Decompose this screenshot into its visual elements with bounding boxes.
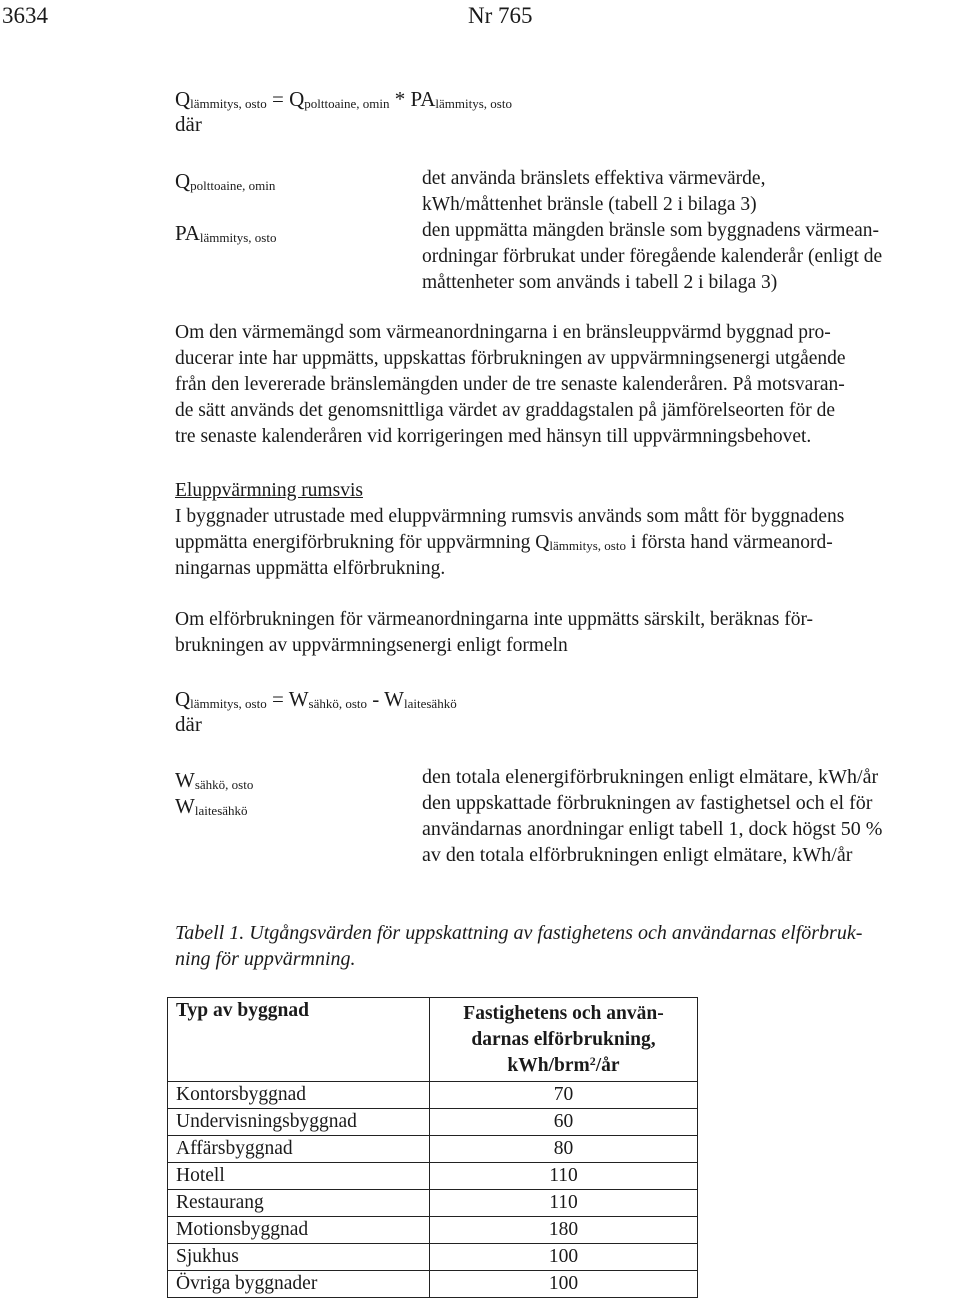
table-row [168, 1136, 698, 1163]
table-row [168, 1271, 698, 1298]
building-type: Restaurang [168, 1190, 430, 1217]
formula-1: $Q_{lämmitys, osto} = Q_{polttoaine, omin} * PA_{lämmitys, osto}$ [175, 87, 512, 111]
building-type: Kontorsbyggnad [168, 1082, 430, 1109]
section-heading: Eluppvärmning rumsvis [175, 480, 363, 501]
consumption-value: 70 [430, 1082, 698, 1109]
building-type: Motionsbyggnad [168, 1217, 430, 1244]
table-row [168, 1244, 698, 1271]
column-header-consumption: Fastighetens och använ- darnas elförbrukning, kWh/brm$^2$/år [430, 998, 698, 1082]
consumption-value: 110 [430, 1163, 698, 1190]
consumption-value: 180 [430, 1217, 698, 1244]
building-type: Undervisningsbyggnad [168, 1109, 430, 1136]
building-type: Affärsbyggnad [168, 1136, 430, 1163]
building-type: Övriga byggnader [168, 1271, 430, 1298]
consumption-value: 110 [430, 1190, 698, 1217]
def-text-w-laite: den uppskattade förbrukningen av fastighetsel och el för användarnas anordningar enligt tabell 1, dock högst 50 % av den totala elförbrukningen enligt elmätare, kWh/år [422, 792, 883, 866]
building-type: Hotell [168, 1163, 430, 1190]
def-symbol-q-polttoaine: $Q_{polttoaine, omin}$ [175, 169, 276, 193]
consumption-value: 60 [430, 1109, 698, 1136]
consumption-value: 80 [430, 1136, 698, 1163]
data-table [167, 997, 698, 1298]
table-caption: Tabell 1. Utgångsvärden för uppskattning av fastighetens och användarnas elförbruk- ning för uppvärmning. [175, 922, 863, 970]
table-row [168, 1082, 698, 1109]
def-symbol-pa: $PA_{lämmitys, osto}$ [175, 221, 277, 245]
consumption-value: 100 [430, 1271, 698, 1298]
paragraph-electric-heating: I byggnader utrustade med eluppvärmning rumsvis används som mått för byggnadens uppmätta energiförbrukning för uppvärmning $Q_{lämmitys, osto}$ i första hand värmeanord- ningarnas uppmätta elförbrukning. [175, 506, 845, 579]
table-row [168, 1190, 698, 1217]
def-text-pa: den uppmätta mängden bränsle som byggnadens värmean- ordningar förbrukat under föregående kalenderår (enligt de måttenheter som används i tabell 2 i bilaga 3) [422, 220, 883, 293]
table-row [168, 1109, 698, 1136]
def-text-q-polttoaine: det använda bränslets effektiva värmevärde, kWh/måttenhet bränsle (tabell 2 i bilaga 3) [422, 168, 766, 215]
def-symbol-w-laite: $W_{laitesähkö}$ [175, 794, 248, 818]
table-header-row [168, 998, 698, 1082]
formula-1-dar: där [175, 112, 202, 136]
building-type: Sjukhus [168, 1244, 430, 1271]
def-text-w-sahko: den totala elenergiförbrukningen enligt elmätare, kWh/år [422, 766, 879, 788]
table-row [168, 1163, 698, 1190]
issue-number: Nr 765 [468, 3, 533, 28]
formula-2: $Q_{lämmitys, osto} = W_{sähkö, osto} - W_{laitesähkö}$ [175, 687, 457, 711]
formula-2-dar: där [175, 712, 202, 736]
paragraph-formula-intro: Om elförbrukningen för värmeanordningarna inte uppmätts särskilt, beräknas för- brukningen av uppvärmningsenergi enligt formeln [175, 609, 814, 656]
page-number: 3634 [2, 3, 48, 28]
table-row [168, 1217, 698, 1244]
consumption-value: 100 [430, 1244, 698, 1271]
def-symbol-w-sahko: $W_{sähkö, osto}$ [175, 768, 254, 792]
column-header-type: Typ av byggnad [168, 998, 430, 1082]
paragraph-fuel-estimate: Om den värmemängd som värmeanordningarna i en bränsleuppvärmd byggnad pro- ducerar inte har uppmätts, uppskattas förbrukningen av uppvärmningsenergi utgående från den levererade bränslemängden under de tre senaste kalenderåren. På motsvaran- de sätt används det genomsnittliga värdet av graddagstalen på jämförelseorten för de tre senaste kalenderåren vid korrigeringen med hänsyn till uppvärmningsbehovet. [175, 322, 846, 447]
